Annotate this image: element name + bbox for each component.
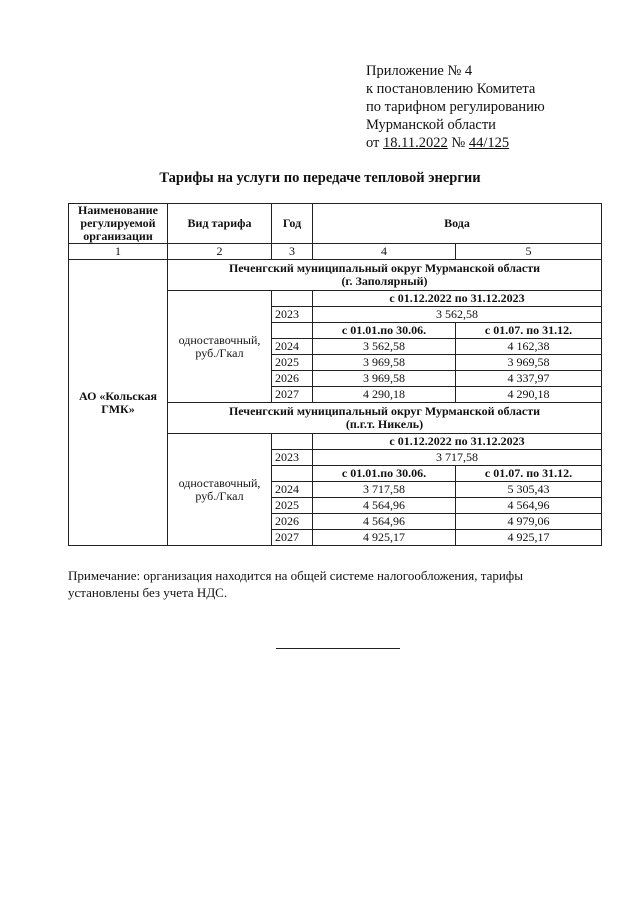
section-2-h1-value: 4 564,96 (313, 498, 456, 514)
section-1-year: 2027 (272, 387, 313, 403)
header-row (69, 204, 602, 244)
section-2-year: 2027 (272, 530, 313, 546)
section-1-year: 2025 (272, 355, 313, 371)
col-number-1: 1 (69, 244, 168, 260)
end-divider (276, 648, 400, 649)
section-1-h1-value: 3 969,58 (313, 355, 456, 371)
section-1-year: 2024 (272, 339, 313, 355)
organization-name: АО «Кольская ГМК» (69, 260, 168, 546)
section-1-locality: (г. Заполярный) (341, 274, 428, 288)
col-number-2: 2 (168, 244, 272, 260)
appendix-block (366, 62, 545, 152)
col-number-5: 5 (456, 244, 602, 260)
section-2-year: 2024 (272, 482, 313, 498)
header-year: Год (272, 204, 313, 244)
note-line-1: Примечание: организация находится на общей системе налогообложения, тарифы (68, 568, 523, 583)
section-2-year-2023: 2023 (272, 450, 313, 466)
col-number-4: 4 (313, 244, 456, 260)
section-2-h1-value: 4 564,96 (313, 514, 456, 530)
section-1-h2-value: 3 969,58 (456, 355, 602, 371)
col-number-3: 3 (272, 244, 313, 260)
appendix-date-prefix: от (366, 135, 384, 151)
appendix-line-1: Приложение № 4 (366, 63, 473, 79)
header-tariff-type: Вид тарифа (168, 204, 272, 244)
appendix-date: 18.11.2022 (383, 135, 448, 151)
section-1-year-2023: 2023 (272, 307, 313, 323)
section-2-h2-value: 4 925,17 (456, 530, 602, 546)
section-1-h2-value: 4 162,38 (456, 339, 602, 355)
note-line-2: установлены без учета НДС. (68, 585, 228, 600)
section-2-half1-label: с 01.01.по 30.06. (313, 466, 456, 482)
section-2-region (168, 403, 602, 434)
section-2-h2-value: 5 305,43 (456, 482, 602, 498)
appendix-number-prefix: № (447, 135, 469, 151)
section-1-year: 2026 (272, 371, 313, 387)
section-1-half2-label: с 01.07. по 31.12. (456, 323, 602, 339)
section-1-value-2023: 3 562,58 (313, 307, 602, 323)
section-2-value-2023: 3 717,58 (313, 450, 602, 466)
section-2-tariff-type: одноставочный, руб./Гкал (168, 434, 272, 546)
section-2-period-full: с 01.12.2022 по 31.12.2023 (313, 434, 602, 450)
tariff-table (68, 203, 602, 546)
column-number-row (69, 244, 602, 260)
section-1-half-year-blank (272, 323, 313, 339)
header-water: Вода (313, 204, 602, 244)
document-title: Тарифы на услуги по передаче тепловой энергии (159, 170, 481, 186)
appendix-line-3: по тарифном регулированию (366, 99, 545, 115)
section-2-locality: (п.г.т. Никель) (345, 417, 424, 431)
section-1-h1-value: 3 969,58 (313, 371, 456, 387)
section-2-half2-label: с 01.07. по 31.12. (456, 466, 602, 482)
section-1-half1-label: с 01.01.по 30.06. (313, 323, 456, 339)
section-1-period-year-blank (272, 291, 313, 307)
appendix-line-4: Мурманской области (366, 117, 496, 133)
section-2-year: 2026 (272, 514, 313, 530)
header-org: Наименование регулируемой организации (69, 204, 168, 244)
section-2-year: 2025 (272, 498, 313, 514)
section-2-period-year-blank (272, 434, 313, 450)
section-2-region-name: Печенгский муниципальный округ Мурманской области (228, 404, 541, 418)
section-1-region (168, 260, 602, 291)
appendix-number: 44/125 (468, 135, 510, 151)
section-2-h1-value: 3 717,58 (313, 482, 456, 498)
section-2-h2-value: 4 564,96 (456, 498, 602, 514)
section-1-h2-value: 4 290,18 (456, 387, 602, 403)
section-1-h1-value: 3 562,58 (313, 339, 456, 355)
appendix-line-2: к постановлению Комитета (366, 81, 536, 97)
section-1-h1-value: 4 290,18 (313, 387, 456, 403)
section-1-tariff-type: одноставочный, руб./Гкал (168, 291, 272, 403)
section-1-period-full: с 01.12.2022 по 31.12.2023 (313, 291, 602, 307)
section-2-half-year-blank (272, 466, 313, 482)
appendix-line-5 (366, 134, 545, 152)
section-1-region-name: Печенгский муниципальный округ Мурманской области (228, 261, 541, 275)
section-2-h2-value: 4 979,06 (456, 514, 602, 530)
section-1-region-row (69, 260, 602, 291)
section-2-h1-value: 4 925,17 (313, 530, 456, 546)
section-1-h2-value: 4 337,97 (456, 371, 602, 387)
note (68, 567, 601, 601)
